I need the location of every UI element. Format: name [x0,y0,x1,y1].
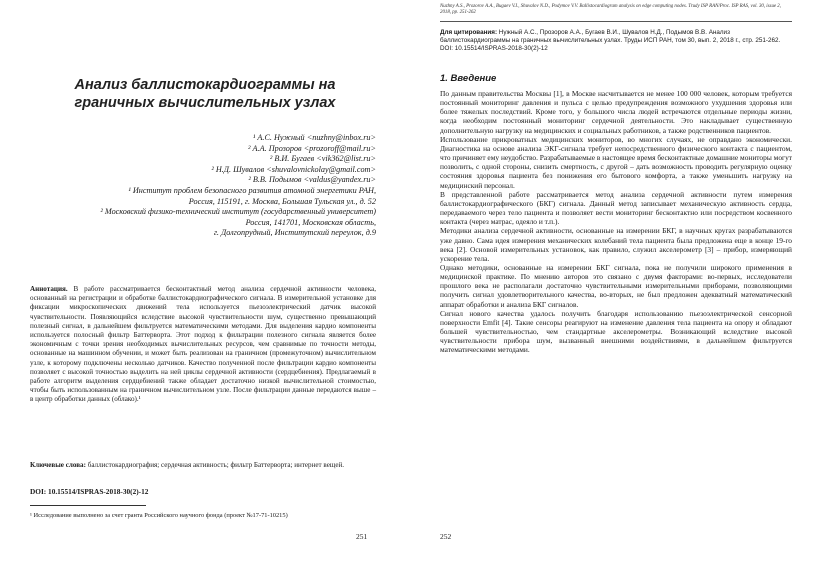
abstract [30,285,376,405]
page-number: 251 [356,532,368,541]
abstract-text: В работе рассматривается бесконтактный метод анализа сердечной активности человека, основанный на регистрации и обработке баллистокардиографического сигнала. В измерительной установке для фиксации микроскопических движений тела используется пьезоэлектрический датчик высокой чувствительности. Появляющийся вследствие высокой чувствительности шум, существенно превышающий полезный сигнал, в дальнейшем фильтруется математическими методами. Для выделения кардио компоненты используется полосный фильтр Баттерворта. Этот подход к фильтрации полезного сигнала является более экономичным с точки зрения необходимых вычислительных ресурсов, чем сравнимые по точности методы, основанные на машинном обучении, и может быть реализован на граничном (промежуточном) вычислительном узле, к которому подключены несколько датчиков. Качество полученной после фильтрации кардио компоненты позволяет с высокой точностью выделить на ней циклы сердечной активности (сердцебиения). Предлагаемый в работе алгоритм выделения сердцебиений также обладает достаточно низкой вычислительной стоимостью, чтобы быть использованным на граничном вычислительном узле. После фильтрации данные передаются выше – в центр обработки данных (облако).¹ [30,285,376,404]
citation [440,29,792,54]
keywords [30,461,376,470]
paragraph: Методики анализа сердечной активности, основанные на измерении БКГ, в научных кругах разрабатываются уже давно. Сама идея измерения механических колебаний тела пациента была предложена еще в конце 19-го века [2]. Основой измерительных установок, как правило, служил акселерометр [3] – прибор, измеряющий ускорение тела. [440,226,792,263]
body-text [440,89,792,355]
paragraph: Использование прикроватных медицинских мониторов, во многих случаях, не оправдано экономически. Диагностика на основе анализа ЭКГ-сигнала требует непосредственного физического контакта с пациентом, что причиняет ему неудобство. Разрабатываемые в настоящее время бесконтактные домашние мониторы могут позволить, с одной стороны, снизить смертность, с другой – дать возможность проводить регулярную оценку состояния здоровья пациента без понижения его бытового комфорта, а также уменьшить нагрузку на медицинский персонал. [440,134,792,190]
author-line: ² В.И. Бугаев <vik362@list.ru> [269,154,376,164]
affiliation-line: Россия, 141701, Московская область, [245,217,376,227]
affiliation-line: г. Долгопрудный, Институтский переулок, д.9 [213,228,376,238]
keywords-label: Ключевые слова: [30,461,86,469]
footnote: ¹ Исследование выполнено за счет гранта Российского научного фонда (проект №17-71-10215) [30,512,288,519]
author-block [30,133,376,239]
affiliation-line: ¹ Институт проблем безопасного развития атомной энергетики РАН, [128,185,376,195]
doi: DOI: 10.15514/ISPRAS-2018-30(2)-12 [30,487,149,496]
paragraph: Однако методики, основанные на измерении БКГ сигнала, пока не получили широкого применения в медицинской практике. По мнению авторов это связано с двумя факторами: во-первых, исследователи прошлого века не располагали достаточно чувствительными измерительными приборами, позволяющими получить сигнал удовлетворительного качества, во-вторых, не был предложен адекватный математический аппарат обработки и анализа БКГ сигналов. [440,262,792,309]
section-heading: 1. Введение [440,73,497,84]
author-line: ² А.А. Прозоров <prozoroff@mail.ru> [248,143,376,153]
affiliation-line: Россия, 115191, г. Москва, Большая Тульская ул., д. 52 [188,196,376,206]
citation-text: Нужный А.С., Прозоров А.А., Бугаев В.И., Шувалов Н.Д., Подымов В.В. Анализ баллистокардиограммы на граничных вычислительных узлах. Труды ИСП РАН, том 30, вып. 2, 2018 г., стр. 251-262. DOI: 10.15514/ISPRAS-2018-30(2)-12 [440,29,781,53]
page-number: 252 [440,532,452,541]
paragraph: В представленной работе рассматривается метод анализа сердечной активности путем измерения баллистокардиографического (БКГ) сигнала. Данный метод записывает механическую активность сердца, передаваемого через тело пациента и позволяет вести мониторинг бесконтактно или посредством косвенного контакта (через матрас, одеяло и т.п.). [440,189,792,227]
paragraph: Сигнал нового качества удалось получить благодаря использованию пьезоэлектрической сенсорной поверхности Emfit [4]. Такие сенсоры реагируют на изменение давления тела пациента на опору и обладают большей чувствительностью, чем стандартные акселерометры. Возникающий вследствие высокой чувствительности прибора шум, вызванный внешними воздействиями, в дальнейшем фильтруется математическими методами. [440,308,792,355]
running-header: Nuzhny A.S., Prozorov A.A., Bugaev V.I., Shuvalov N.D., Podymov V.V. Ballistocardiogram analysis on edge computing nodes. Trudy ISP RAN/Proc. ISP RAS, vol. 30, issue 2, 2018, pp. 251-262 [440,4,781,15]
keywords-text: баллистокардиография; сердечная активность; фильтр Баттерворта; интернет вещей. [87,461,345,469]
author-line: ² Н.Д. Шувалов <shuvalovnickolay@gmail.com> [211,164,376,174]
author-line: ² В.В. Подымов <valdus@yandex.ru> [248,175,376,185]
citation-label: Для цитирования: [440,29,498,36]
footnote-divider [30,505,146,506]
affiliation-line: ² Московский физико-технический институт (государственный университет) [100,207,376,217]
paragraph: По данным правительства Москвы [1], в Москве насчитывается не менее 100 000 человек, которым требуется постоянный мониторинг давления и пульса с целью предупреждения возможного ухудшения здоровья или более тяжелых последствий. Кроме того, у большого числа людей встречаются отдельные периоды жизни, когда необходим постоянный мониторинг сердечной деятельности. Это накладывает существенную дополнительную нагрузку на медицинских и социальных работников, а также родственников пациентов. [440,89,792,135]
header-divider [440,21,792,22]
abstract-label: Аннотация. [30,285,68,293]
paper-title: Анализ баллистокардиограммы на граничных вычислительных узлах [74,77,336,111]
right-page [410,0,820,580]
author-line: ¹ А.С. Нужный <nuzhny@inbox.ru> [252,133,376,142]
